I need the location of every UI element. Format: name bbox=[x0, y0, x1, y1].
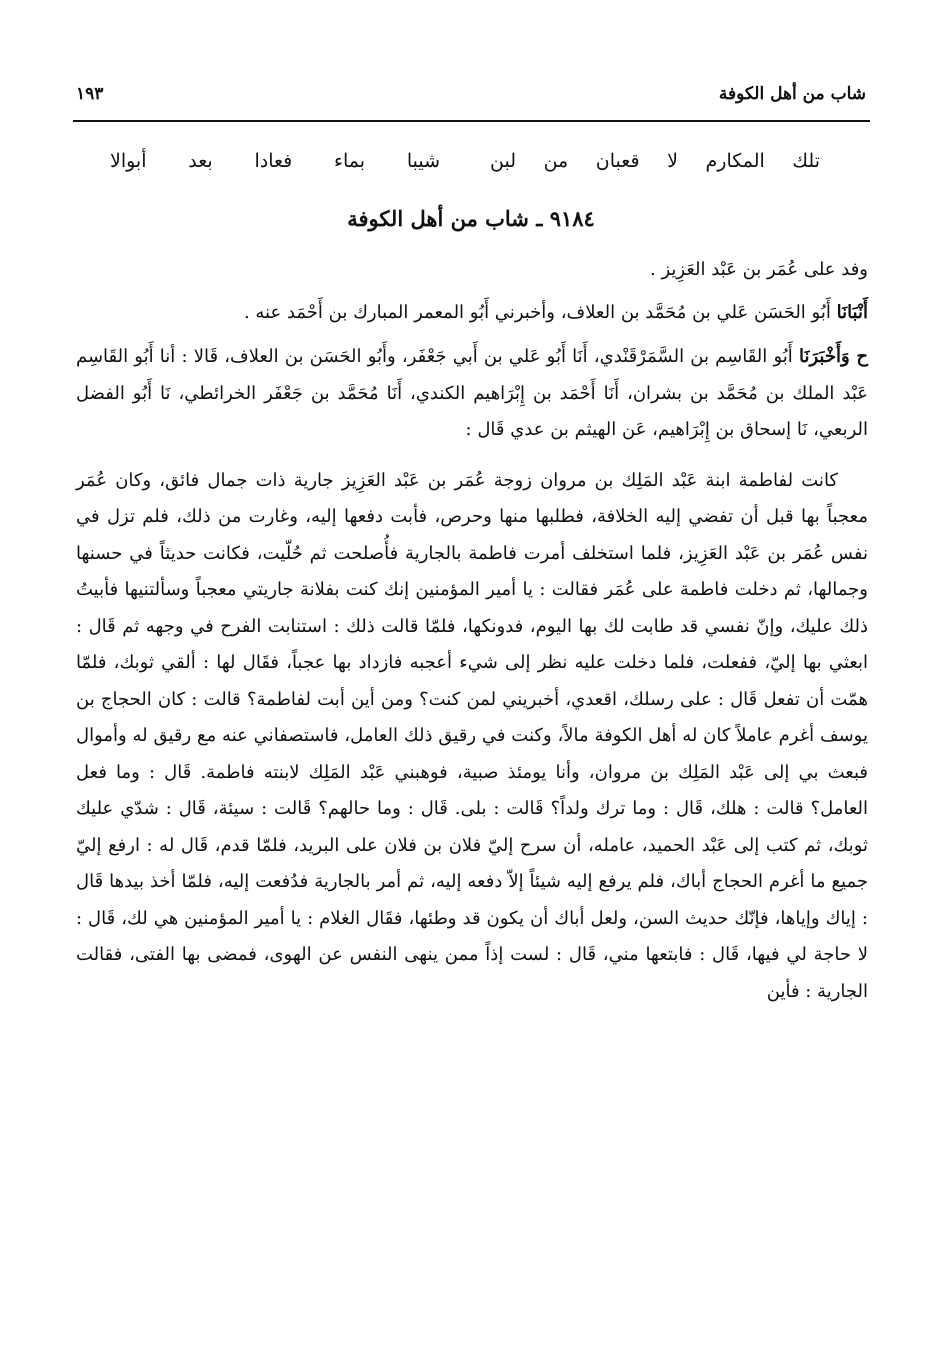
header-rule bbox=[73, 120, 870, 122]
isnad-lead-word: ح وَأَخْبَرَنَا bbox=[798, 346, 868, 367]
poetry-verse bbox=[110, 150, 820, 186]
isnad-text: أَبُو القَاسِم بن السَّمَرْقَنْدي، أَنَا أَبُو عَلي بن أَبي جَعْفَر، وأَبُو الحَسَن بن العلاف، قَالا : أنا أَبُو القَاسِم عَبْد الملك بن مُحَمَّد بن بشران، أَنَا أَحْمَد بن إِبْرَاهيم الكندي، أَنَا مُحَمَّد بن جَعْفَر الخرائطي، نَا أَبُو الفضل الربعي، نَا إسحاق بن إِبْرَاهيم، عَن الهيثم بن عدي قَال : bbox=[76, 346, 868, 440]
verse-first-hemistich: تلك المكارم لا قعبان من لبن bbox=[490, 150, 820, 172]
entry-intro: وفد على عُمَر بن عَبْد العَزِيز . bbox=[650, 259, 868, 280]
running-header bbox=[76, 84, 866, 114]
isnad-chain-1 bbox=[76, 295, 868, 332]
running-title: شاب من أهل الكوفة bbox=[718, 84, 866, 104]
entry-heading: ٩١٨٤ ـ شاب من أهل الكوفة bbox=[347, 206, 595, 231]
story-paragraph: كانت لفاطمة ابنة عَبْد المَلِك بن مروان زوجة عُمَر بن عَبْد العَزِيز جارية ذات جمال فائق، وكان عُمَر معجباً بها قبل أن تفضي إليه الخلافة، فطلبها منها وحرص، فأبت دفعها إليه، وغارت من ذلك، فلم تزل في نفس عُمَر بن عَبْد العَزِيز، فلما استخلف أمرت فاطمة بالجارية فأُصلحت ثم حُلّيت، فكانت حديثاً في حسنها وجمالها، ثم دخلت فاطمة على عُمَر فقالت : يا أمير المؤمنين إنك كنت بفلانة جاريتي معجباً وسألتنيها فأبيتُ ذلك عليك، وإنّ نفسي قد طابت لك بها اليوم، فدونكها، فلمّا قالت ذلك : استنابت الفرح في وجهه ثم قَال : ابعثي بها إليّ، ففعلت، فلما دخلت عليه نظر إلى شيء أعجبه فازداد بها عجباً، فقَال لها : ألقي ثوبك، فلمّا همّت أن تفعل قَال : على رسلك، اقعدي، أخبريني لمن كنت؟ ومن أين أبت لفاطمة؟ قالت : كان الحجاج بن يوسف أغرم عاملاً كان له أهل الكوفة مالاً، وكنت في رقيق ذلك العامل، فاستصفاني عنه مع رقيق له وأموال فبعث بي إلى عَبْد المَلِك بن مروان، وأنا يومئذ صبية، فوهبني عَبْد المَلِك لابنته فاطمة. قَال : وما فعل العامل؟ قالت : هلك، قَال : وما ترك ولداً؟ قَالت : بلى. قَال : وما حالهم؟ قَالت : سيئة، قَال : شدّي عليك ثوبك، ثم كتب إلى عَبْد الحميد، عامله، أن سرح إليّ فلان بن فلان على البريد، فلمّا قدم، قَال له : ارفع إليّ جميع ما أغرم الحجاج أباك، فلم يرفع إليه شيئاً إلاّ دفعه إليه، ثم أمر بالجارية فدُفعت إليه، فلمّا أخذ بيدها قَال : إياك وإياها، فإنّك حديث السن، ولعل أباك أن يكون قد وطئها، فقَال الغلام : يا أمير المؤمنين هي لك، قَال : لا حاجة لي فيها، قَال : فابتعها مني، قَال : لست إذاً ممن ينهى النفس عن الهوى، فمضى بها الفتى، فقالت الجارية : فأين bbox=[76, 469, 868, 1002]
verse-second-hemistich: شيبا بماء فعادا بعد أبوالا bbox=[110, 150, 440, 172]
isnad-lead-word: أَنْبَانَا bbox=[836, 301, 868, 323]
isnad-text: أَبُو الحَسَن عَلي بن مُحَمَّد بن العلاف، وأخبرني أَبُو المعمر المبارك بن أَحْمَد عنه . bbox=[243, 301, 831, 323]
isnad-chain-2 bbox=[76, 339, 868, 449]
page-number: ١٩٣ bbox=[76, 84, 104, 104]
entry-body bbox=[76, 252, 868, 1010]
